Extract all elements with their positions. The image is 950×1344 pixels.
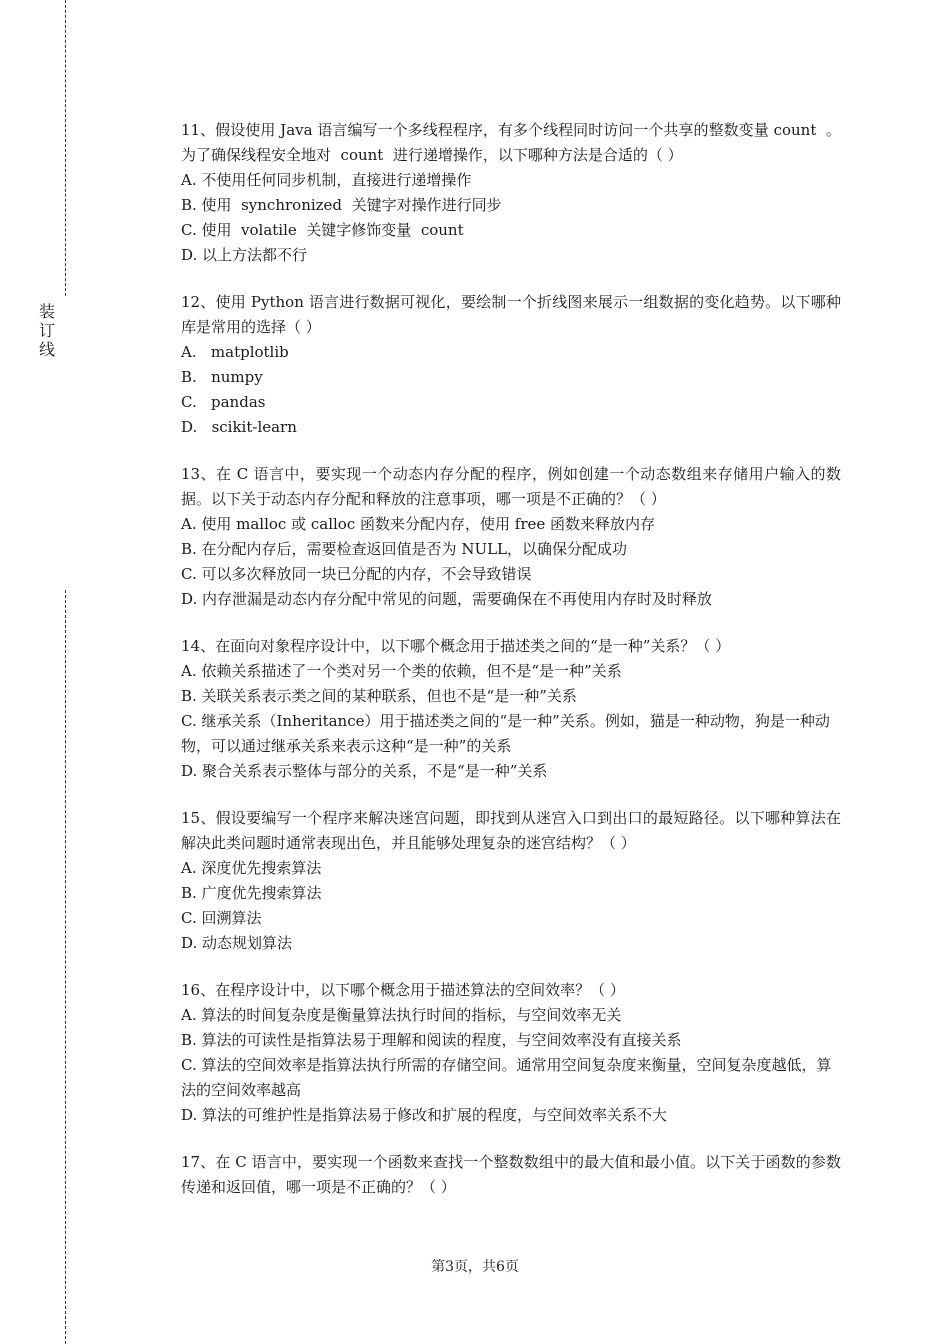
- option-a: A. 不使用任何同步机制，直接进行递增操作: [181, 171, 472, 189]
- binding-label: [38, 302, 56, 359]
- option-b: B. numpy: [181, 368, 263, 386]
- binding-line-bottom: [65, 590, 66, 1344]
- option-a: A. matplotlib: [181, 343, 289, 361]
- question-13: [181, 462, 841, 612]
- question-11: [181, 118, 841, 268]
- option-c: C. 算法的空间效率是指算法执行所需的存储空间。通常用空间复杂度来衡量，空间复杂度越低，算法的空间效率越高: [181, 1056, 832, 1099]
- option-b: B. 关联关系表示类之间的某种联系，但也不是“是一种”关系: [181, 687, 577, 705]
- binding-char: 订: [38, 321, 55, 340]
- option-c: C. 继承关系（Inheritance）用于描述类之间的“是一种”关系。例如，猫是一种动物，狗是一种动物，可以通过继承关系来表示这种“是一种”的关系: [181, 712, 830, 755]
- question-16: [181, 978, 841, 1128]
- option-c: C. 使用 volatile 关键字修饰变量 count: [181, 221, 464, 239]
- question-14: [181, 634, 841, 784]
- binding-line-top: [65, 0, 66, 296]
- option-d: D. 聚合关系表示整体与部分的关系，不是“是一种”关系: [181, 762, 548, 780]
- option-b: B. 在分配内存后，需要检查返回值是否为 NULL，以确保分配成功: [181, 540, 628, 558]
- question-17: [181, 1150, 841, 1200]
- binding-char: 线: [38, 340, 55, 359]
- option-a: A. 使用 malloc 或 calloc 函数来分配内存，使用 free 函数来释放内存: [181, 515, 656, 533]
- question-stem: 11、假设使用 Java 语言编写一个多线程程序，有多个线程同时访问一个共享的整数变量 count 。为了确保线程安全地对 count 进行递增操作，以下哪种方法是合适的（ ）: [181, 121, 841, 164]
- option-d: D. 以上方法都不行: [181, 246, 308, 264]
- question-stem: 16、在程序设计中，以下哪个概念用于描述算法的空间效率？（ ）: [181, 981, 625, 999]
- option-c: C. 可以多次释放同一块已分配的内存，不会导致错误: [181, 565, 532, 583]
- option-a: A. 依赖关系描述了一个类对另一个类的依赖，但不是“是一种”关系: [181, 662, 622, 680]
- binding-char: 装: [38, 302, 55, 321]
- option-b: B. 广度优先搜索算法: [181, 884, 322, 902]
- option-d: D. 动态规划算法: [181, 934, 293, 952]
- question-stem: 17、在 C 语言中，要实现一个函数来查找一个整数数组中的最大值和最小值。以下关于函数的参数传递和返回值，哪一项是不正确的？（ ）: [181, 1153, 841, 1196]
- question-15: [181, 806, 841, 956]
- option-d: D. scikit-learn: [181, 418, 297, 436]
- option-a: A. 深度优先搜索算法: [181, 859, 322, 877]
- question-stem: 13、在 C 语言中，要实现一个动态内存分配的程序，例如创建一个动态数组来存储用户输入的数据。以下关于动态内存分配和释放的注意事项，哪一项是不正确的？（ ）: [181, 465, 841, 508]
- option-b: B. 使用 synchronized 关键字对操作进行同步: [181, 196, 502, 214]
- option-c: C. pandas: [181, 393, 266, 411]
- question-12: [181, 290, 841, 440]
- question-stem: 15、假设要编写一个程序来解决迷宫问题，即找到从迷宫入口到出口的最短路径。以下哪种算法在解决此类问题时通常表现出色，并且能够处理复杂的迷宫结构？（ ）: [181, 809, 841, 852]
- option-a: A. 算法的时间复杂度是衡量算法执行时间的指标，与空间效率无关: [181, 1006, 622, 1024]
- option-d: D. 算法的可维护性是指算法易于修改和扩展的程度，与空间效率关系不大: [181, 1106, 668, 1124]
- option-b: B. 算法的可读性是指算法易于理解和阅读的程度，与空间效率没有直接关系: [181, 1031, 682, 1049]
- question-list: [181, 118, 841, 1222]
- option-d: D. 内存泄漏是动态内存分配中常见的问题，需要确保在不再使用内存时及时释放: [181, 590, 713, 608]
- question-stem: 12、使用 Python 语言进行数据可视化，要绘制一个折线图来展示一组数据的变化趋势。以下哪种库是常用的选择（ ）: [181, 293, 841, 336]
- option-c: C. 回溯算法: [181, 909, 262, 927]
- question-stem: 14、在面向对象程序设计中，以下哪个概念用于描述类之间的“是一种”关系？（ ）: [181, 637, 731, 655]
- page-footer: 第3页，共6页: [431, 1259, 519, 1275]
